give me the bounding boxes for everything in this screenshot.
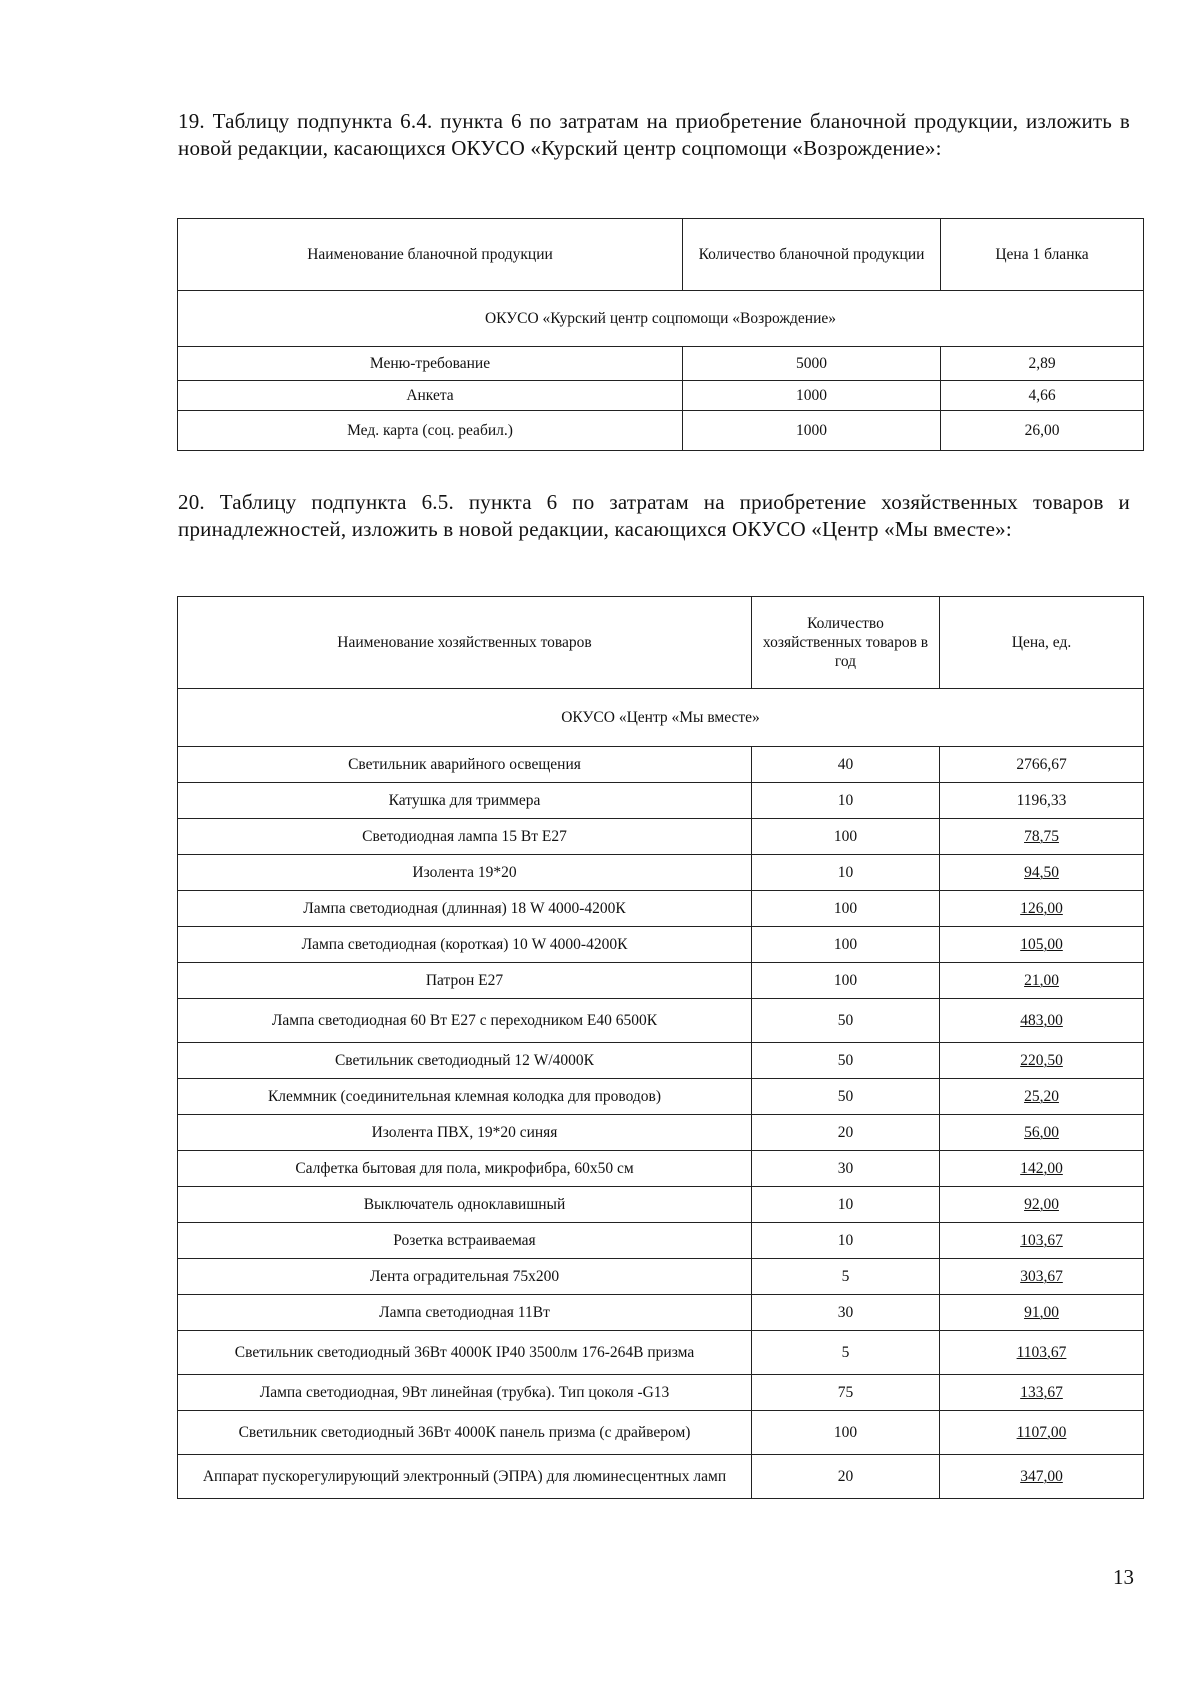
- section-20-paragraph: 20. Таблицу подпункта 6.5. пункта 6 по затратам на приобретение хозяйственных товаров и принадлежностей, изложить в новой редакции, касающихся ОКУСО «Центр «Мы вместе»:: [178, 490, 1130, 541]
- cell-qty: 10: [752, 1223, 940, 1259]
- table-row: [178, 999, 1144, 1043]
- cell-name: Изолента ПВХ, 19*20 синяя: [178, 1115, 752, 1151]
- cell-name: Лампа светодиодная (короткая) 10 W 4000-4200К: [178, 927, 752, 963]
- cell-qty: 100: [752, 1411, 940, 1455]
- cell-name: Аппарат пускорегулирующий электронный (ЭПРА) для люминесцентных ламп: [178, 1455, 752, 1499]
- cell-name: Светильник светодиодный 12 W/4000К: [178, 1043, 752, 1079]
- cell-name: Меню-требование: [178, 347, 683, 381]
- cell-price: 25,20: [940, 1079, 1144, 1115]
- table-header-row: [178, 597, 1144, 689]
- cell-price: 78,75: [940, 819, 1144, 855]
- cell-price: 483,00: [940, 999, 1144, 1043]
- cell-price: 126,00: [940, 891, 1144, 927]
- table-row: [178, 855, 1144, 891]
- table-row: [178, 1223, 1144, 1259]
- table-row: [178, 347, 1144, 381]
- cell-name: Патрон Е27: [178, 963, 752, 999]
- col-header-price: Цена 1 бланка: [941, 219, 1144, 291]
- page-number: 13: [1113, 1565, 1134, 1589]
- cell-qty: 100: [752, 927, 940, 963]
- col-header-name: Наименование хозяйственных товаров: [178, 597, 752, 689]
- table-row: [178, 927, 1144, 963]
- table-row: [178, 1375, 1144, 1411]
- cell-name: Светодиодная лампа 15 Вт Е27: [178, 819, 752, 855]
- cell-qty: 5000: [683, 347, 941, 381]
- cell-name: Светильник аварийного освещения: [178, 747, 752, 783]
- cell-name: Клеммник (соединительная клемная колодка для проводов): [178, 1079, 752, 1115]
- cell-qty: 100: [752, 891, 940, 927]
- table-row: [178, 819, 1144, 855]
- cell-qty: 20: [752, 1115, 940, 1151]
- cell-name: Розетка встраиваемая: [178, 1223, 752, 1259]
- cell-qty: 50: [752, 1079, 940, 1115]
- cell-price: 142,00: [940, 1151, 1144, 1187]
- cell-qty: 1000: [683, 411, 941, 451]
- cell-name: Лампа светодиодная 60 Вт Е27 с переходником Е40 6500К: [178, 999, 752, 1043]
- group-label: ОКУСО «Центр «Мы вместе»: [178, 689, 1144, 747]
- cell-price: 2766,67: [940, 747, 1144, 783]
- table-row: [178, 1151, 1144, 1187]
- cell-price: 1196,33: [940, 783, 1144, 819]
- table-header-row: [178, 219, 1144, 291]
- cell-price: 92,00: [940, 1187, 1144, 1223]
- group-row: [178, 291, 1144, 347]
- cell-price: 105,00: [940, 927, 1144, 963]
- col-header-qty: Количество бланочной продукции: [683, 219, 941, 291]
- cell-price: 103,67: [940, 1223, 1144, 1259]
- cell-qty: 10: [752, 1187, 940, 1223]
- table-row: [178, 1259, 1144, 1295]
- cell-name: Светильник светодиодный 36Вт 4000К IP40 3500лм 176-264В призма: [178, 1331, 752, 1375]
- table-row: [178, 1331, 1144, 1375]
- table-row: [178, 1187, 1144, 1223]
- cell-price: 133,67: [940, 1375, 1144, 1411]
- cell-qty: 10: [752, 855, 940, 891]
- table-row: [178, 1295, 1144, 1331]
- cell-qty: 1000: [683, 381, 941, 411]
- cell-qty: 40: [752, 747, 940, 783]
- cell-name: Лампа светодиодная, 9Вт линейная (трубка). Тип цоколя -G13: [178, 1375, 752, 1411]
- cell-price: 4,66: [941, 381, 1144, 411]
- cell-price: 347,00: [940, 1455, 1144, 1499]
- cell-qty: 5: [752, 1259, 940, 1295]
- col-header-name: Наименование бланочной продукции: [178, 219, 683, 291]
- cell-price: 220,50: [940, 1043, 1144, 1079]
- table-row: [178, 1115, 1144, 1151]
- cell-qty: 10: [752, 783, 940, 819]
- table-row: [178, 411, 1144, 451]
- cell-price: 1107,00: [940, 1411, 1144, 1455]
- group-label: ОКУСО «Курский центр соцпомощи «Возрождение»: [178, 291, 1144, 347]
- group-row: [178, 689, 1144, 747]
- table-row: [178, 963, 1144, 999]
- cell-name: Лента оградительная 75х200: [178, 1259, 752, 1295]
- cell-price: 303,67: [940, 1259, 1144, 1295]
- cell-name: Лампа светодиодная (длинная) 18 W 4000-4200К: [178, 891, 752, 927]
- cell-price: 94,50: [940, 855, 1144, 891]
- table-row: [178, 381, 1144, 411]
- cell-qty: 50: [752, 999, 940, 1043]
- cell-name: Салфетка бытовая для пола, микрофибра, 60х50 см: [178, 1151, 752, 1187]
- cell-qty: 30: [752, 1151, 940, 1187]
- cell-qty: 20: [752, 1455, 940, 1499]
- section-19-paragraph: 19. Таблицу подпункта 6.4. пункта 6 по затратам на приобретение бланочной продукции, изложить в новой редакции, касающихся ОКУСО «Курский центр соцпомощи «Возрождение»:: [178, 109, 1130, 160]
- table-row: [178, 747, 1144, 783]
- table-row: [178, 1043, 1144, 1079]
- table-row: [178, 1455, 1144, 1499]
- cell-name: Светильник светодиодный 36Вт 4000К панель призма (с драйвером): [178, 1411, 752, 1455]
- cell-price: 2,89: [941, 347, 1144, 381]
- cell-price: 1103,67: [940, 1331, 1144, 1375]
- cell-name: Мед. карта (соц. реабил.): [178, 411, 683, 451]
- cell-name: Изолента 19*20: [178, 855, 752, 891]
- cell-qty: 50: [752, 1043, 940, 1079]
- table-row: [178, 783, 1144, 819]
- blank-products-table: [177, 218, 1144, 451]
- cell-qty: 100: [752, 963, 940, 999]
- cell-price: 91,00: [940, 1295, 1144, 1331]
- cell-price: 21,00: [940, 963, 1144, 999]
- table-row: [178, 1079, 1144, 1115]
- cell-qty: 75: [752, 1375, 940, 1411]
- cell-qty: 30: [752, 1295, 940, 1331]
- cell-name: Катушка для триммера: [178, 783, 752, 819]
- col-header-qty: Количество хозяйственных товаров в год: [752, 597, 940, 689]
- household-goods-table: [177, 596, 1144, 1499]
- table-row: [178, 1411, 1144, 1455]
- cell-qty: 100: [752, 819, 940, 855]
- cell-name: Анкета: [178, 381, 683, 411]
- col-header-price: Цена, ед.: [940, 597, 1144, 689]
- cell-qty: 5: [752, 1331, 940, 1375]
- cell-price: 56,00: [940, 1115, 1144, 1151]
- cell-name: Выключатель одноклавишный: [178, 1187, 752, 1223]
- cell-price: 26,00: [941, 411, 1144, 451]
- table-row: [178, 891, 1144, 927]
- cell-name: Лампа светодиодная 11Вт: [178, 1295, 752, 1331]
